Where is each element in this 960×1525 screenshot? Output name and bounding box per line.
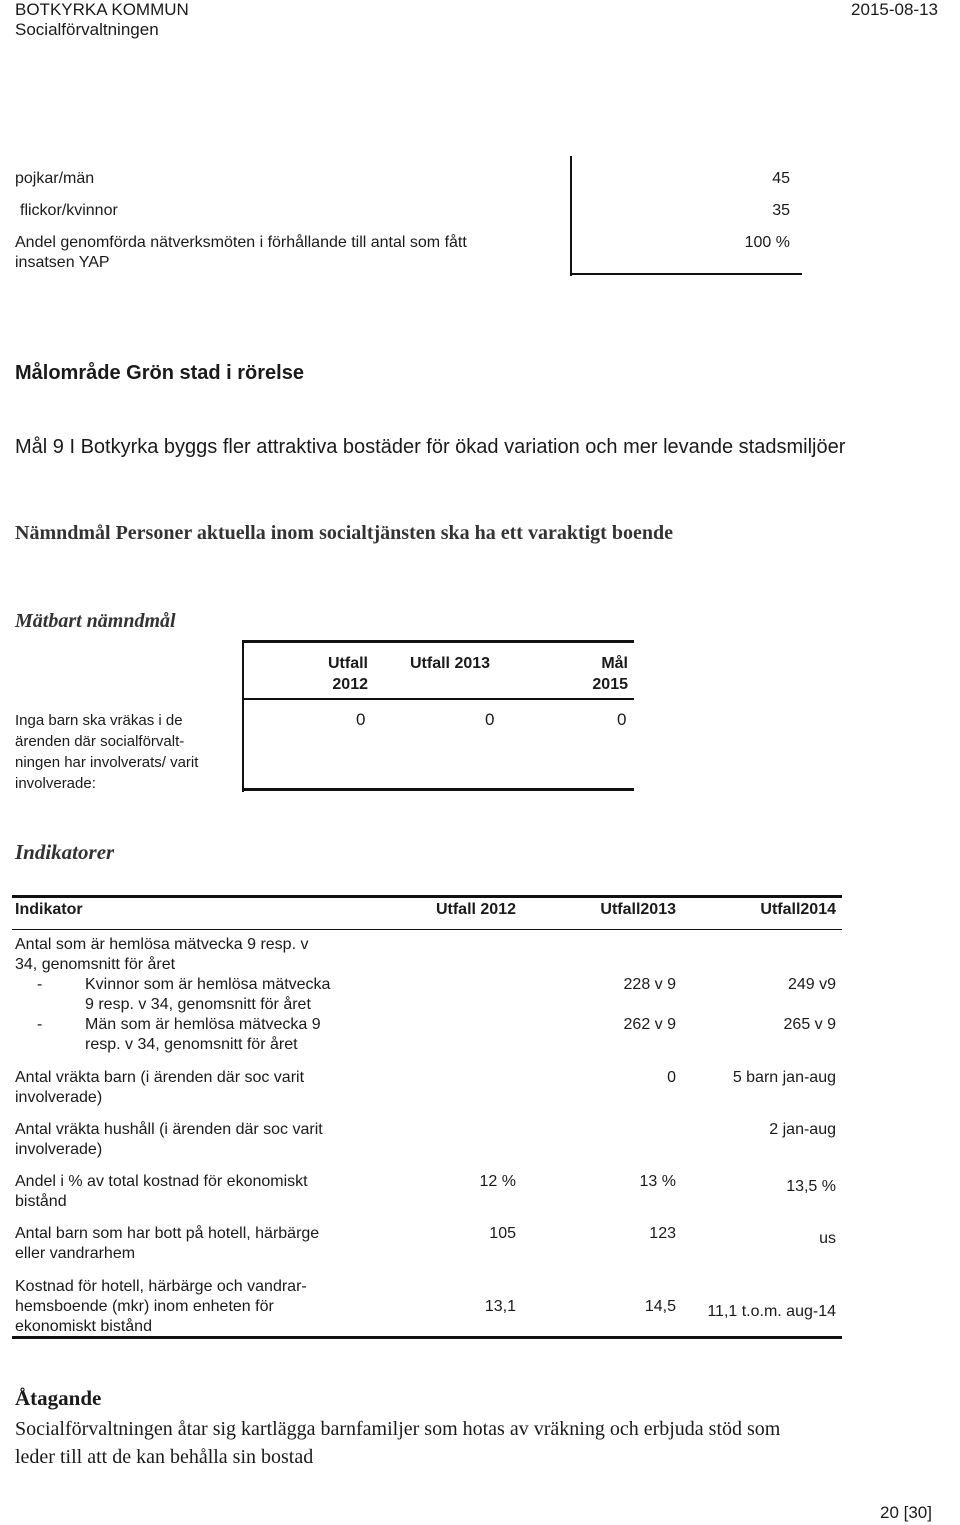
table-row-label: pojkar/män — [15, 170, 95, 187]
table-divider — [242, 698, 634, 700]
header-date: 2015-08-13 — [851, 0, 938, 19]
col-header: Utfall 2012 — [435, 901, 516, 918]
cell-value: 14,5 — [644, 1298, 676, 1315]
indikatorer-heading: Indikatorer — [15, 840, 115, 864]
cell-value: 13,5 % — [786, 1178, 836, 1195]
col-header: Utfall 2013 — [410, 655, 491, 672]
cell-value: 0 — [617, 710, 627, 729]
mal-heading: Mål 9 I Botkyrka byggs fler attraktiva bostäder för ökad variation och mer levande stadsmiljöer — [15, 436, 846, 458]
atagande-text: leder till att de kan behålla sin bostad — [15, 1446, 314, 1468]
cell-value: 13,1 — [484, 1298, 516, 1315]
row-label — [15, 710, 198, 794]
cell-value: 123 — [649, 1225, 676, 1242]
row-label: 9 resp. v 34, genomsnitt för året — [85, 996, 311, 1013]
col-header: Utfall — [328, 655, 368, 672]
row-label: eller vandrarhem — [15, 1245, 136, 1262]
table-row-label: flickor/kvinnor — [20, 202, 118, 219]
cell-value: 12 % — [479, 1173, 516, 1190]
table-row-value: 100 % — [744, 234, 790, 251]
row-label-line: ningen har involverats/ varit — [15, 754, 199, 771]
cell-value: 13 % — [639, 1173, 676, 1190]
col-header: Indikator — [15, 901, 83, 918]
cell-value: 262 v 9 — [623, 1016, 676, 1033]
row-label: involverade) — [15, 1141, 103, 1158]
table-row-label: insatsen YAP — [15, 254, 110, 271]
table-divider — [570, 156, 572, 276]
page-number: 20 [30] — [880, 1503, 932, 1522]
cell-value: 2 jan-aug — [769, 1121, 836, 1138]
table-divider — [242, 640, 244, 792]
table-row-value: 35 — [772, 202, 790, 219]
row-label: bistånd — [15, 1193, 67, 1210]
cell-value: 228 v 9 — [623, 976, 676, 993]
row-label: 34, genomsnitt för året — [15, 956, 176, 973]
cell-value: 11,1 t.o.m. aug-14 — [707, 1303, 836, 1320]
bullet: - — [37, 1016, 43, 1033]
col-header: Utfall2014 — [760, 901, 836, 918]
org-name: BOTKYRKA KOMMUN — [15, 0, 189, 19]
cell-value: 265 v 9 — [783, 1016, 836, 1033]
row-label-line: involverade: — [15, 775, 96, 792]
col-header: Mål — [601, 655, 628, 672]
row-label-line: ärenden där socialförvalt- — [15, 733, 185, 750]
row-label: resp. v 34, genomsnitt för året — [85, 1036, 298, 1053]
namndmal-heading: Nämndmål Personer aktuella inom socialtjänsten ska ha ett varaktigt boende — [15, 522, 673, 544]
row-label: Kostnad för hotell, härbärge och vandrar- — [15, 1278, 307, 1295]
atagande-heading: Åtagande — [15, 1386, 102, 1410]
cell-value: 0 — [485, 710, 495, 729]
table-divider — [570, 273, 802, 275]
table-divider — [242, 640, 634, 643]
cell-value: 0 — [356, 710, 366, 729]
cell-value: us — [819, 1230, 836, 1247]
cell-value: 0 — [667, 1069, 676, 1086]
row-label: involverade) — [15, 1089, 103, 1106]
row-label: hemsboende (mkr) inom enheten för — [15, 1298, 274, 1315]
col-header: 2012 — [332, 676, 368, 693]
row-label: Andel i % av total kostnad för ekonomiskt — [15, 1173, 308, 1190]
row-label: Män som är hemlösa mätvecka 9 — [85, 1016, 321, 1033]
malomrade-heading: Målområde Grön stad i rörelse — [15, 362, 304, 384]
col-header: 2015 — [592, 676, 628, 693]
matbart-heading: Mätbart nämndmål — [15, 610, 176, 632]
row-label: Antal barn som har bott på hotell, härbärge — [15, 1225, 320, 1242]
row-label: Antal vräkta hushåll (i ärenden där soc varit — [15, 1121, 323, 1138]
row-label: Kvinnor som är hemlösa mätvecka — [85, 976, 331, 993]
col-header: Utfall2013 — [600, 901, 676, 918]
cell-value: 249 v9 — [787, 976, 836, 993]
row-label: Antal som är hemlösa mätvecka 9 resp. v — [15, 936, 309, 953]
table-divider — [12, 895, 842, 898]
row-label-line: Inga barn ska vräkas i de — [15, 712, 183, 729]
cell-value: 105 — [489, 1225, 516, 1242]
atagande-text: Socialförvaltningen åtar sig kartlägga barnfamiljer som hotas av vräkning och erbjuda stöd som — [15, 1418, 781, 1440]
table-row-value: 45 — [772, 170, 790, 187]
cell-value: 5 barn jan-aug — [732, 1069, 836, 1086]
row-label: Antal vräkta barn (i ärenden där soc varit — [15, 1069, 305, 1086]
table-divider — [242, 788, 634, 791]
bullet: - — [37, 976, 43, 993]
table-row-label: Andel genomförda nätverksmöten i förhållande till antal som fått — [15, 234, 467, 251]
dept-name: Socialförvaltningen — [15, 20, 159, 39]
table-divider — [12, 929, 842, 930]
row-label: ekonomiskt bistånd — [15, 1318, 152, 1335]
